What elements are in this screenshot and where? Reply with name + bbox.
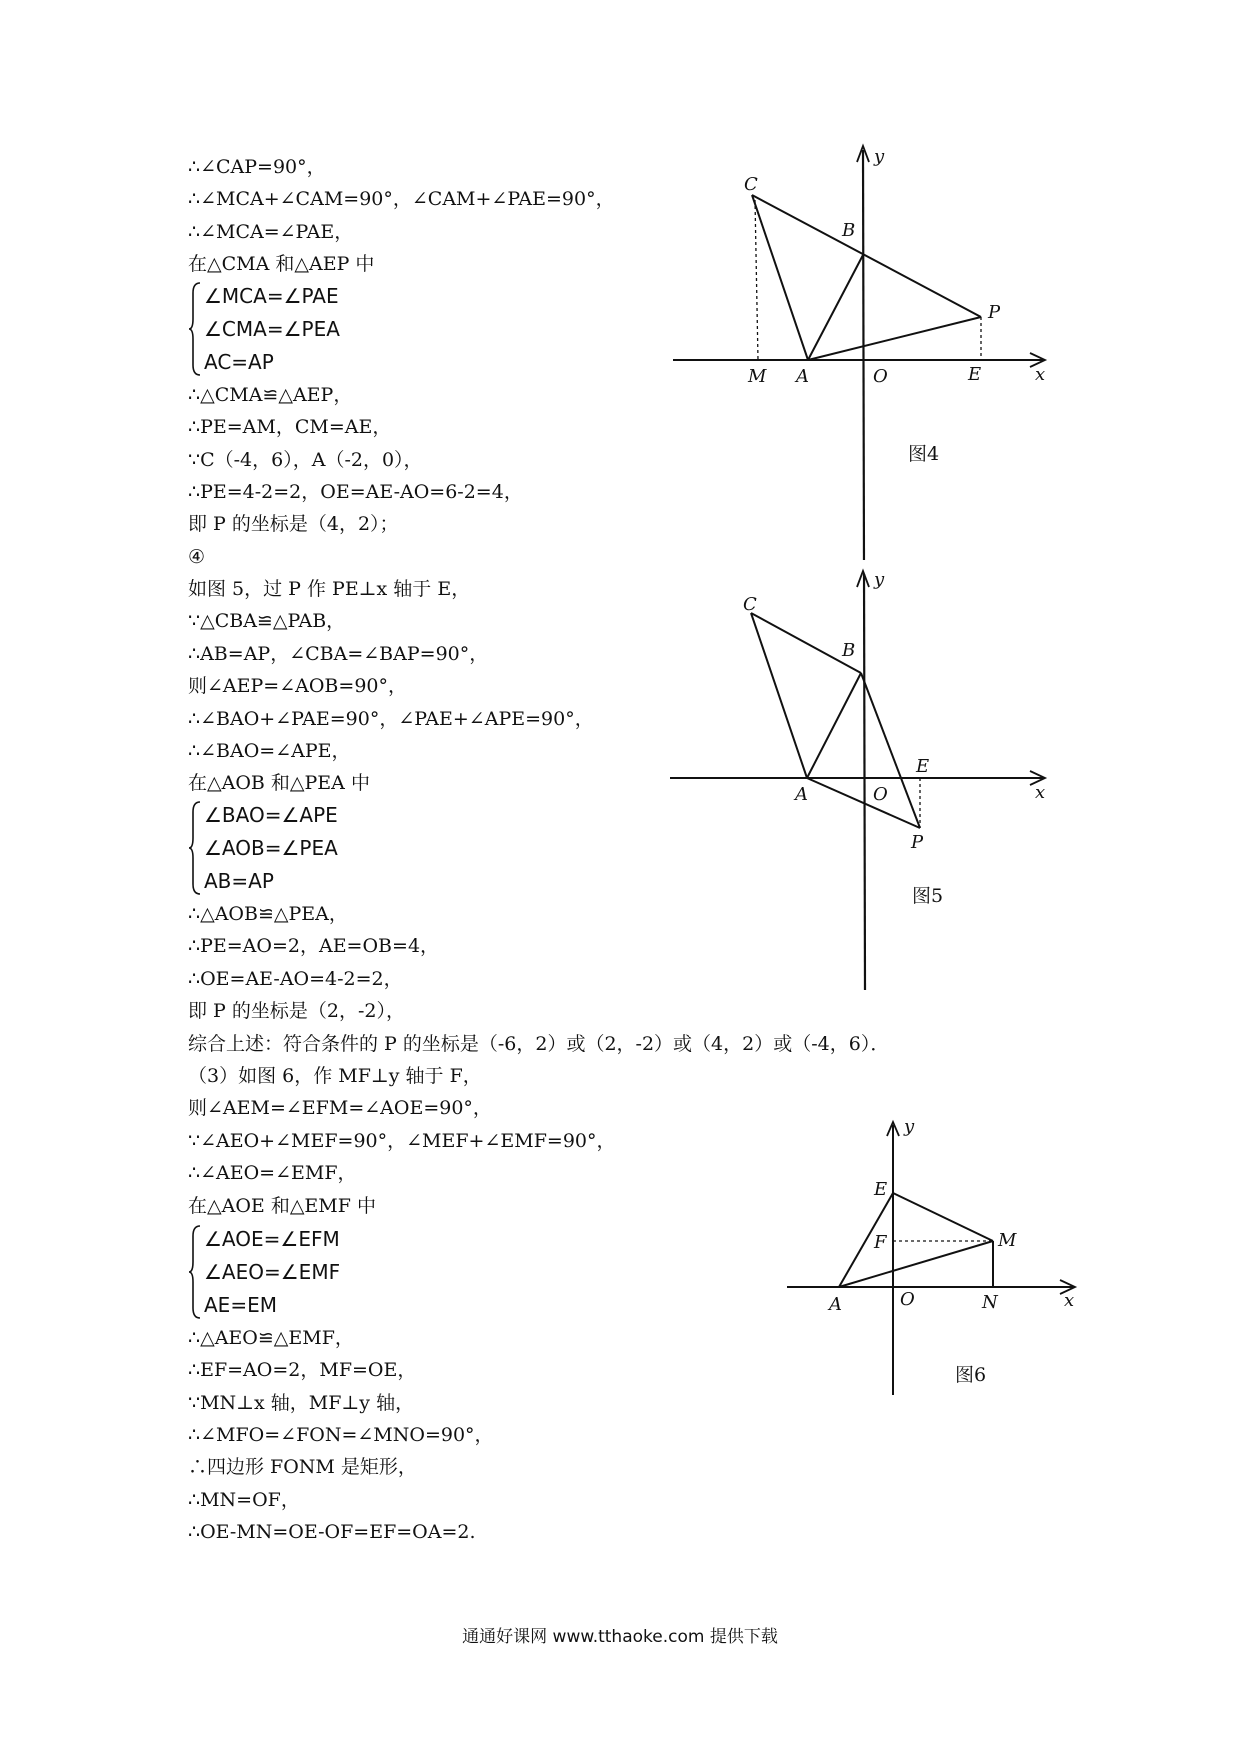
axis-label: x (1064, 1290, 1075, 1311)
point-label: P (988, 302, 1001, 323)
text-line: 在△AOB 和△PEA 中 (188, 772, 370, 794)
text-line: 如图 5，过 P 作 PE⊥x 轴于 E， (188, 578, 471, 600)
point-label: A (829, 1294, 842, 1315)
text-line: ∴EF=AO=2，MF=OE， (188, 1359, 417, 1381)
point-label: C (744, 174, 758, 195)
point-label: O (873, 784, 888, 805)
fig6-lines (839, 1193, 993, 1287)
point-label: A (796, 366, 809, 387)
equation-row: AB=AP (204, 869, 274, 893)
point-label: B (842, 640, 856, 661)
text-line: ∴∠AEO=∠EMF， (188, 1162, 357, 1184)
text-line: ∵△CBA≌△PAB， (188, 610, 346, 632)
text-line: （3）如图 6，作 MF⊥y 轴于 F， (188, 1065, 482, 1087)
text-line: ∴∠MCA+∠CAM=90°，∠CAM+∠PAE=90°， (188, 188, 615, 210)
point-label: A (795, 784, 808, 805)
equation-row: ∠AOB=∠PEA (204, 836, 338, 860)
footer-text: 通通好课网 www.tthaoke.com 提供下载 (462, 1627, 778, 1647)
equation-row: ∠CMA=∠PEA (204, 317, 340, 341)
text-line: ∴PE=AO=2，AE=OB=4， (188, 935, 440, 957)
point-label: P (911, 832, 924, 853)
text-line: ∴四边形 FONM 是矩形， (188, 1456, 417, 1478)
text-line: ④ (188, 546, 206, 568)
point-label: F (874, 1232, 887, 1253)
text-line: ∵∠AEO+∠MEF=90°，∠MEF+∠EMF=90°， (188, 1130, 616, 1152)
equation-row: AE=EM (204, 1293, 277, 1317)
text-line: 即 P 的坐标是（4，2）； (188, 513, 399, 535)
figure-caption: 图4 (908, 443, 940, 465)
axis-label: y (874, 569, 885, 590)
text-line: 即 P 的坐标是（2，-2）， (188, 1000, 405, 1022)
point-label: E (874, 1179, 888, 1200)
text-line: ∵C（-4，6），A（-2，0）， (188, 449, 423, 471)
equation-row: AC=AP (204, 350, 274, 374)
point-label: M (748, 366, 767, 387)
figure-caption: 图6 (955, 1364, 987, 1386)
text-line: ∴∠BAO=∠APE， (188, 740, 351, 762)
text-line: 在△CMA 和△AEP 中 (188, 253, 375, 275)
text-line: ∴△AOB≌△PEA， (188, 903, 348, 925)
point-label: M (998, 1230, 1017, 1251)
fig4-lines (752, 195, 981, 360)
text-line: ∴∠BAO+∠PAE=90°，∠PAE+∠APE=90°， (188, 708, 594, 730)
point-label: B (842, 220, 856, 241)
equation-row: ∠AEO=∠EMF (204, 1260, 341, 1284)
text-line: ∴OE=AE-AO=4-2=2， (188, 968, 403, 990)
axis-label: y (874, 146, 885, 167)
figure-6 (0, 1100, 1240, 1420)
text-line: ∴AB=AP，∠CBA=∠BAP=90°， (188, 643, 489, 665)
text-line: ∵MN⊥x 轴，MF⊥y 轴， (188, 1392, 415, 1414)
text-line: ∴∠CAP=90°， (188, 156, 326, 178)
text-line: ∴∠MCA=∠PAE， (188, 221, 354, 243)
equation-row: ∠MCA=∠PAE (204, 284, 339, 308)
text-line: ∴PE=AM，CM=AE， (188, 416, 392, 438)
text-line: ∴PE=4-2=2，OE=AE-AO=6-2=4， (188, 481, 523, 503)
text-line: ∴△CMA≌△AEP， (188, 384, 353, 406)
text-line: ∴∠MFO=∠FON=∠MNO=90°， (188, 1424, 494, 1446)
point-label: E (916, 756, 930, 777)
text-line: ∴△AEO≌△EMF， (188, 1327, 354, 1349)
text-line: 在△AOE 和△EMF 中 (188, 1195, 376, 1217)
point-label: O (873, 366, 888, 387)
axis-gap (855, 560, 875, 574)
axis-label: x (1035, 364, 1046, 385)
equation-row: ∠BAO=∠APE (204, 803, 338, 827)
text-line: 综合上述：符合条件的 P 的坐标是（-6，2）或（2，-2）或（4，2）或（-4，6）． (188, 1033, 890, 1055)
point-label: C (743, 594, 757, 615)
point-label: N (982, 1292, 998, 1313)
figure-caption: 图5 (912, 885, 944, 907)
point-label: E (968, 364, 982, 385)
fig5-lines (751, 613, 920, 828)
text-line: 则∠AEP=∠AOB=90°， (188, 675, 407, 697)
text-line: ∴MN=OF， (188, 1489, 300, 1511)
axis-label: y (904, 1116, 915, 1137)
text-line: ∴OE-MN=OE-OF=EF=OA=2. (188, 1521, 476, 1543)
equation-row: ∠AOE=∠EFM (204, 1227, 340, 1251)
text-line: 则∠AEM=∠EFM=∠AOE=90°， (188, 1097, 492, 1119)
axis-label: x (1035, 782, 1046, 803)
point-label: O (900, 1289, 915, 1310)
fig4-dashed-cm (755, 200, 758, 360)
